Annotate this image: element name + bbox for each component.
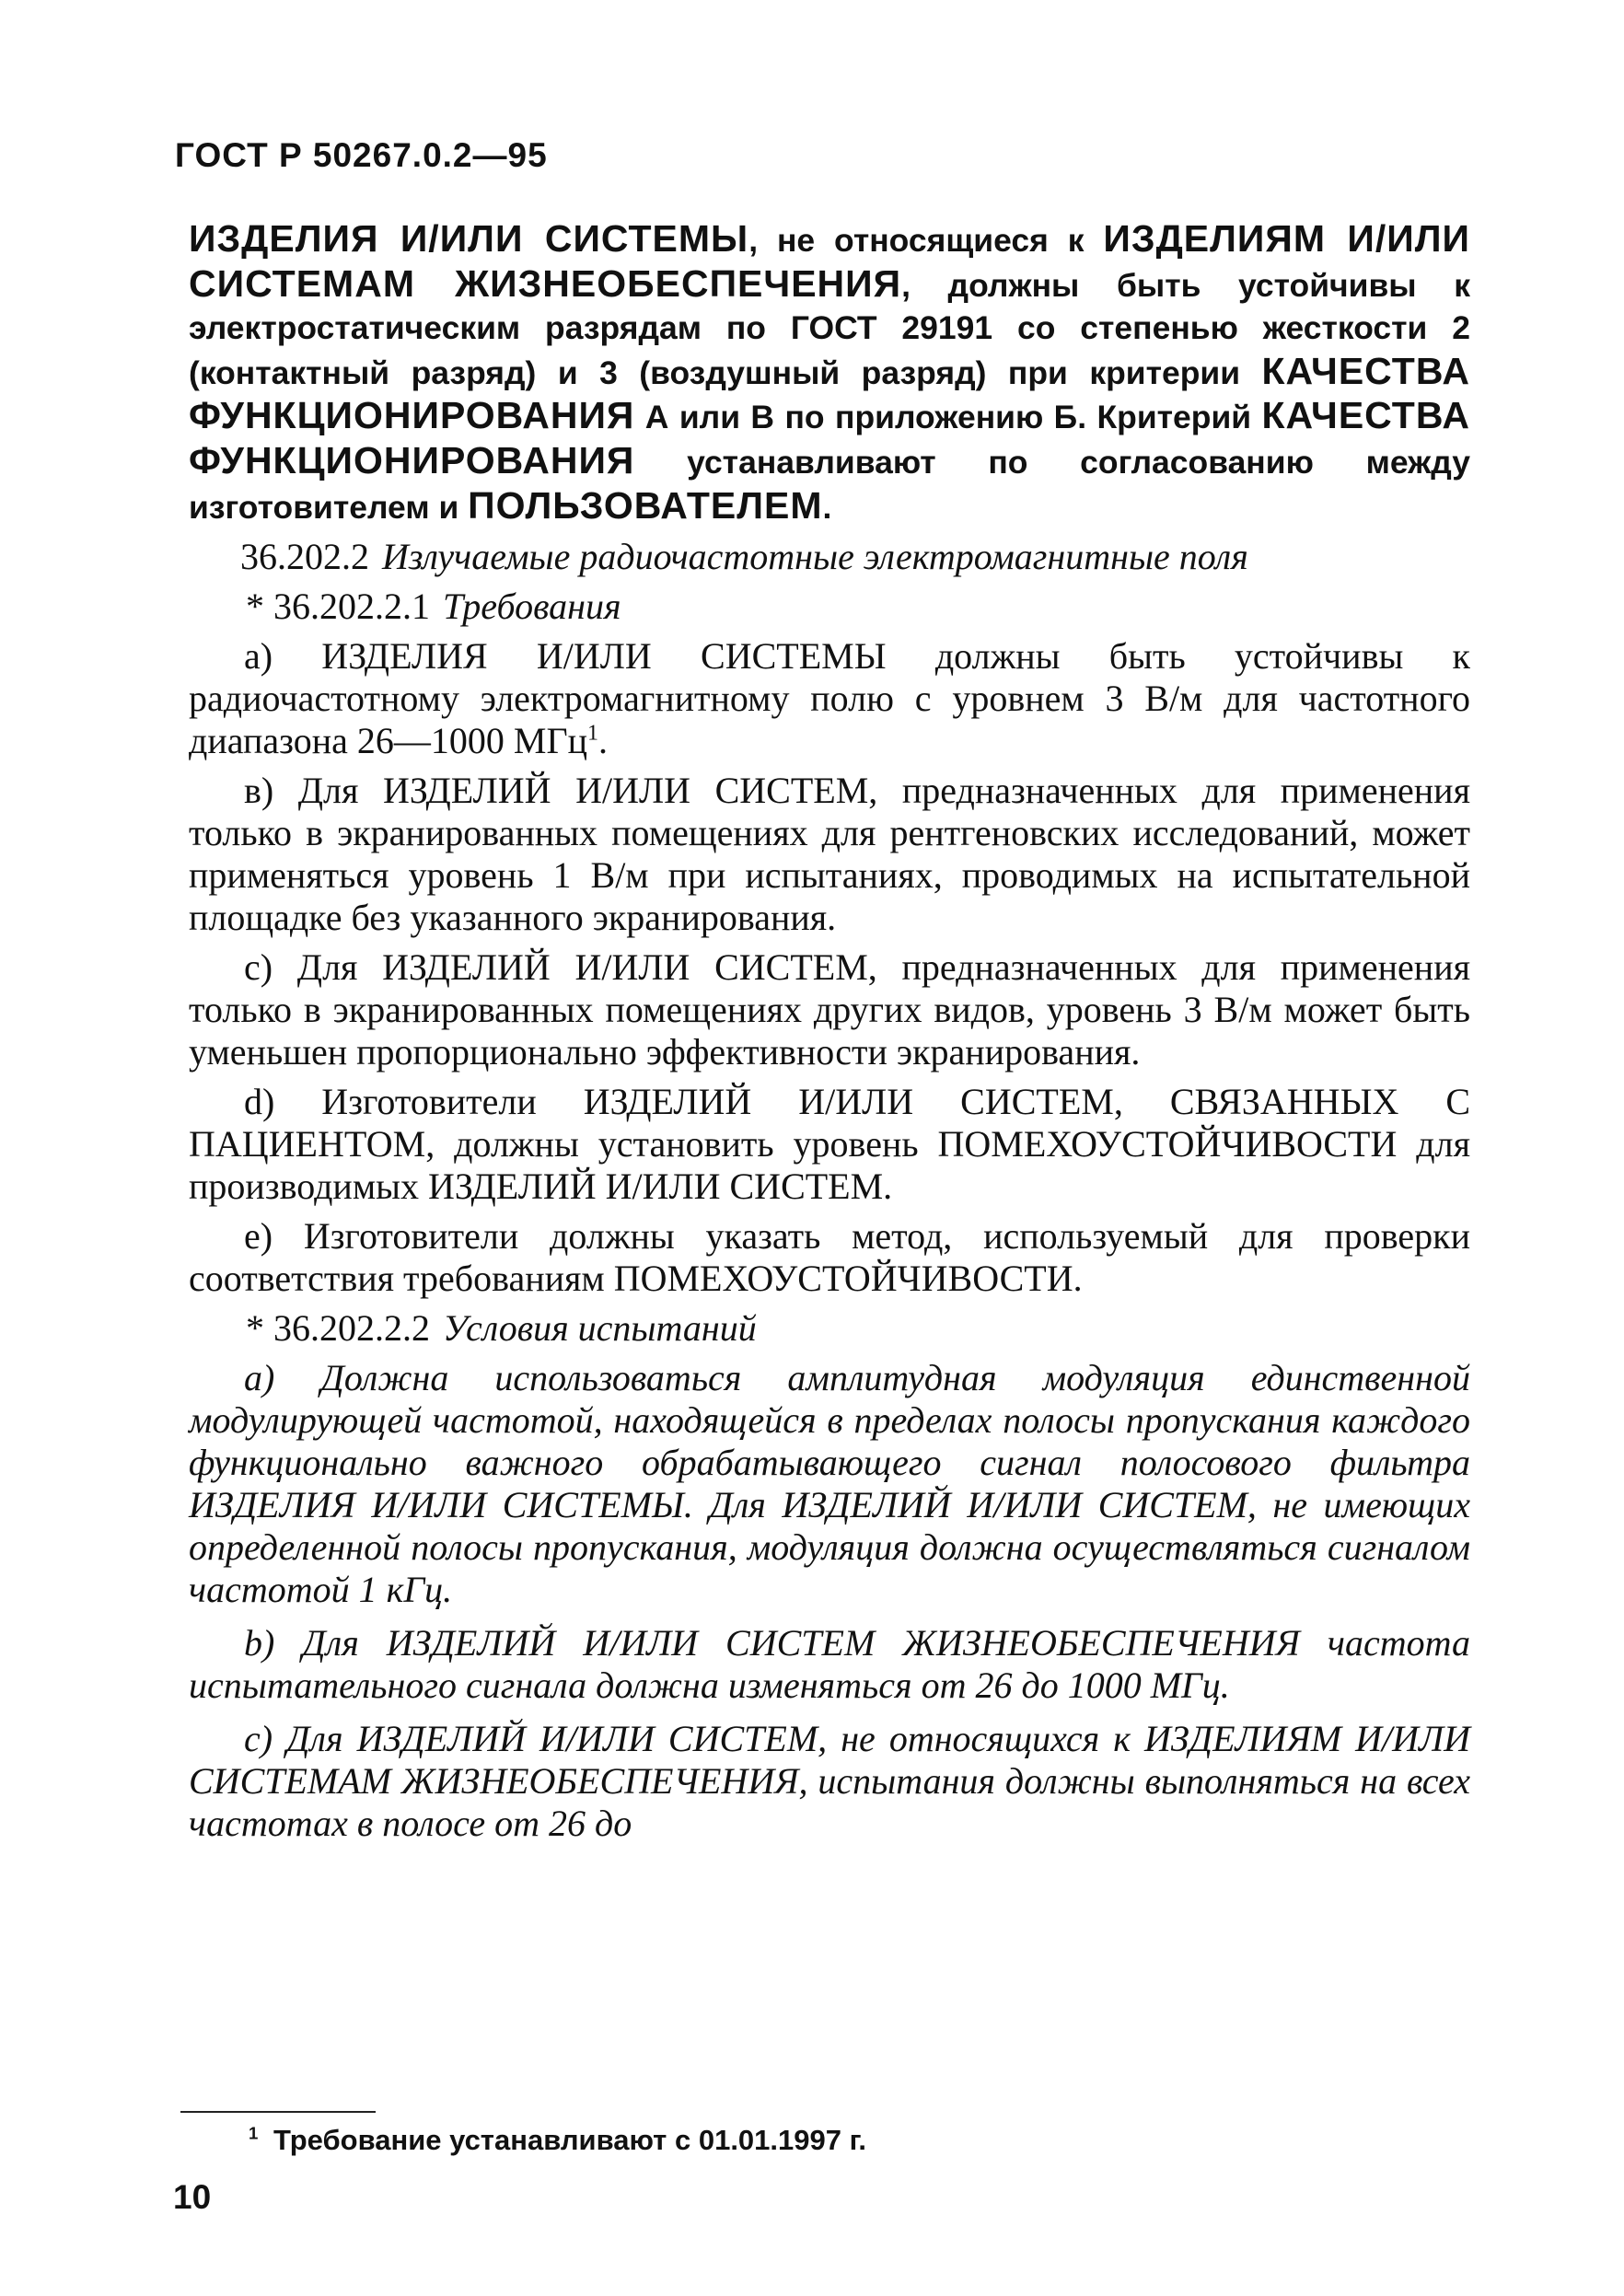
section-heading-36-202-2-1: [189, 586, 1470, 628]
intro-text-1: , не относящиеся к: [748, 222, 1104, 259]
section-number: * 36.202.2.1: [246, 586, 430, 628]
footnote-marker: 1: [249, 2123, 259, 2143]
intro-paragraph: [189, 217, 1470, 528]
requirement-b: в) Для ИЗДЕЛИЙ И/ИЛИ СИСТЕМ, предназначенных для применения только в экранированных помещениях для рентгеновских исследований, может применяться уровень 1 В/м при испытаниях, проводимых на испытательной площадке без указанного экранирования.: [189, 770, 1470, 939]
intro-text-5: .: [822, 488, 832, 526]
intro-text-4: устанавливают по согласованию между изготовителем и: [189, 443, 1470, 526]
condition-c: с) Для ИЗДЕЛИЙ И/ИЛИ СИСТЕМ, не относящихся к ИЗДЕЛИЯМ И/ИЛИ СИСТЕМАМ ЖИЗНЕОБЕСПЕЧЕНИЯ, испытания должны выполняться на всех частотах в полосе от 26 до: [189, 1718, 1470, 1845]
footnote: [249, 2124, 866, 2157]
section-number: * 36.202.2.2: [246, 1307, 430, 1350]
intro-text-2: , должны быть устойчивы к электростатическим разрядам по ГОСТ 29191 со степенью жесткости 2 (контактный разряд) и 3 (воздушный разряд) при критерии: [189, 266, 1470, 391]
intro-caps-3: КАЧЕСТВА ФУНКЦИОНИРОВАНИЯ: [189, 349, 1470, 437]
intro-text-3: А или В по приложению Б. Критерий: [634, 399, 1262, 436]
requirement-d: d) Изготовители ИЗДЕЛИЙ И/ИЛИ СИСТЕМ, СВЯЗАННЫХ С ПАЦИЕНТОМ, должны установить уровень ПОМЕХОУСТОЙЧИВОСТИ для производимых ИЗДЕЛИЙ И/ИЛИ СИСТЕМ.: [189, 1081, 1470, 1208]
intro-caps-2: ИЗДЕЛИЯМ И/ИЛИ СИСТЕМАМ ЖИЗНЕОБЕСПЕЧЕНИЯ: [189, 217, 1470, 305]
intro-caps-1: ИЗДЕЛИЯ И/ИЛИ СИСТЕМЫ: [189, 217, 749, 260]
requirement-text: а) ИЗДЕЛИЯ И/ИЛИ СИСТЕМЫ должны быть устойчивы к радиочастотному электромагнитному полю с уровнем 3 В/м для частотного диапазона 26—1000 МГц: [189, 635, 1470, 762]
requirement-end: .: [597, 720, 608, 762]
footnote-text: Требование устанавливают с 01.01.1997 г.: [273, 2124, 867, 2156]
intro-caps-4: КАЧЕСТВА ФУНКЦИОНИРОВАНИЯ: [189, 394, 1470, 481]
section-heading-36-202-2-2: [189, 1307, 1470, 1350]
intro-caps-5: ПОЛЬЗОВАТЕЛЕМ: [468, 483, 823, 527]
page-header: ГОСТ Р 50267.0.2—95: [175, 136, 548, 174]
requirement-c: с) Для ИЗДЕЛИЙ И/ИЛИ СИСТЕМ, предназначенных для применения только в экранированных помещениях других видов, уровень 3 В/м может быть уменьшен пропорционально эффективности экранирования.: [189, 946, 1470, 1073]
page-body: [189, 217, 1470, 1845]
section-title: Требования: [443, 586, 621, 628]
section-heading-36-202-2: [189, 536, 1470, 578]
footnote-divider: [180, 2111, 376, 2113]
condition-a: а) Должна использоваться амплитудная модуляция единственной модулирующей частотой, находящейся в пределах полосы пропускания каждого функционально важного обрабатывающего сигнал полосового фильтра ИЗДЕЛИЯ И/ИЛИ СИСТЕМЫ. Для ИЗДЕЛИЙ И/ИЛИ СИСТЕМ, не имеющих определенной полосы пропускания, модуляция должна осуществляться сигналом частотой 1 кГц.: [189, 1357, 1470, 1611]
section-title: Излучаемые радиочастотные электромагнитные поля: [382, 536, 1248, 578]
condition-b: b) Для ИЗДЕЛИЙ И/ИЛИ СИСТЕМ ЖИЗНЕОБЕСПЕЧЕНИЯ частота испытательного сигнала должна изменяться от 26 до 1000 МГц.: [189, 1622, 1470, 1707]
requirement-e: е) Изготовители должны указать метод, используемый для проверки соответствия требованиям ПОМЕХОУСТОЙЧИВОСТИ.: [189, 1215, 1470, 1300]
requirement-a: [189, 635, 1470, 762]
page-number: 10: [173, 2178, 212, 2216]
footnote-marker: 1: [586, 721, 598, 746]
section-title: Условия испытаний: [443, 1307, 757, 1350]
section-number: 36.202.2: [240, 536, 369, 578]
